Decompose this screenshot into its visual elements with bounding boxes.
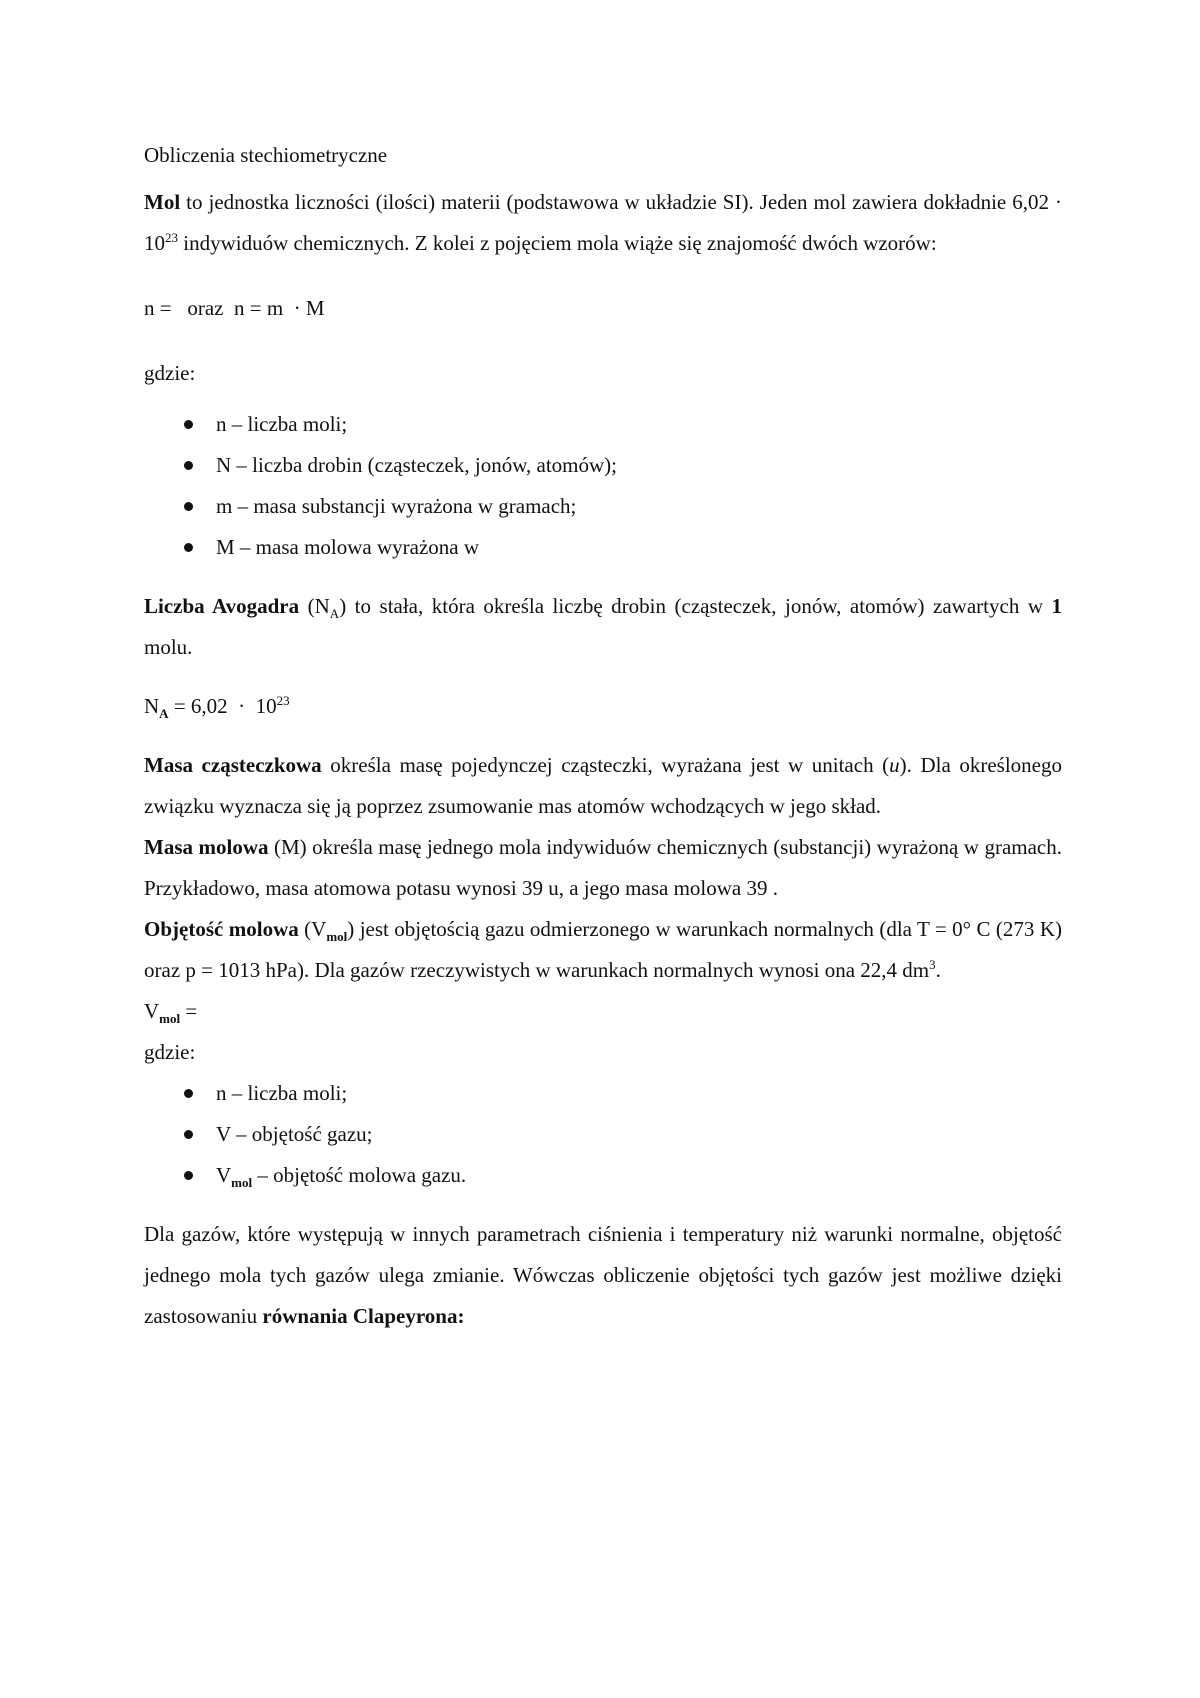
avogadro-symbol: (N: [299, 594, 330, 618]
list-item: [144, 1073, 1062, 1114]
list-item-symbol: V: [216, 1163, 232, 1187]
molecular-mass-paragraph: [144, 745, 1062, 827]
formula-avogadro-lhs-sub: A: [159, 706, 169, 722]
mol-text-b: indywiduów chemicznych. Z kolei z pojęciem mola wiąże się znajomość dwóch wzorów:: [178, 231, 937, 255]
molar-volume-text-b: .: [935, 958, 941, 982]
bullet-icon: [184, 461, 193, 470]
molar-volume-text-a: ) jest objętością gazu odmierzonego w warunkach normalnych (dla T = 0° C (273 K) oraz p = 1013 hPa). Dla gazów rzeczywistych w warunkach normalnych wynosi ona 22,4 dm: [144, 917, 1062, 982]
list-item: [144, 1155, 1062, 1196]
molar-mass-text: (M) określa masę jednego mola indywiduów chemicznych (substancji) wyrażoną w gramach. Przykładowo, masa atomowa potasu wynosi 39 u, a jego masa molowa 39 .: [144, 835, 1062, 900]
bullet-icon: [184, 1171, 193, 1180]
list-item-text: V – objętość gazu;: [216, 1122, 373, 1146]
molar-mass-term: Masa molowa: [144, 835, 269, 859]
molar-volume-symbol-sub: mol: [326, 929, 348, 945]
molecular-mass-term: Masa cząsteczkowa: [144, 753, 322, 777]
formula-avogadro: [144, 686, 1062, 727]
avogadro-text-b: molu.: [144, 635, 193, 659]
molecular-mass-text-b: ). Dla określonego związku wyznacza się ją poprzez zsumowanie mas atomów wchodzących w jego skład.: [144, 753, 1062, 818]
molecular-mass-unit: u: [889, 753, 900, 777]
bullet-icon: [184, 1130, 193, 1139]
clapeyron-bold: równania Clapeyrona:: [262, 1304, 465, 1328]
bullet-icon: [184, 543, 193, 552]
list-item: [144, 1114, 1062, 1155]
bullet-icon: [184, 502, 193, 511]
clapeyron-text: Dla gazów, które występują w innych parametrach ciśnienia i temperatury niż warunki normalne, objętość jednego mola tych gazów ulega zmianie. Wówczas obliczenie objętości tych gazów jest możliwe dzięki zastosowaniu: [144, 1222, 1062, 1328]
definitions-list-2: [144, 1073, 1062, 1196]
mol-paragraph: [144, 182, 1062, 264]
molar-volume-exponent: 3: [929, 957, 936, 972]
list-item-text: M – masa molowa wyrażona w: [216, 535, 480, 559]
mol-exponent: 23: [165, 230, 178, 245]
molecular-mass-text-a: określa masę pojedynczej cząsteczki, wyrażana jest w unitach (: [321, 753, 890, 777]
molar-volume-paragraph: [144, 909, 1062, 991]
where-label-2: gdzie:: [144, 1040, 196, 1064]
avogadro-text-a: ) to stała, która określa liczbę drobin (cząsteczek, jonów, atomów) zawartych w: [339, 594, 1052, 618]
list-item-text: n – liczba moli;: [216, 412, 348, 436]
formula-avogadro-rhs: = 6,02 · 10: [168, 694, 277, 718]
list-item-symbol-sub: mol: [231, 1175, 253, 1191]
formula-molar-volume-lhs-sub: mol: [159, 1011, 181, 1027]
formula-molar-volume-rhs: =: [180, 999, 198, 1023]
mol-text-a: to jednostka liczności (ilości) materii (podstawowa w układzie SI). Jeden mol zawiera dokładnie 6,02 · 10: [144, 190, 1062, 255]
list-item-text: m – masa substancji wyrażona w gramach;: [216, 494, 577, 518]
list-item: [144, 404, 1062, 445]
avogadro-term: Liczba Avogadra: [144, 594, 300, 618]
avogadro-symbol-sub: A: [329, 606, 340, 622]
document-page: [144, 135, 1062, 1337]
molar-volume-symbol: (V: [298, 917, 327, 941]
formula-molar-volume-lhs: V: [144, 999, 160, 1023]
definitions-list-1: [144, 404, 1062, 568]
molar-volume-term: Objętość molowa: [144, 917, 299, 941]
formula-avogadro-lhs: N: [144, 694, 160, 718]
bullet-icon: [184, 1089, 193, 1098]
list-item: [144, 527, 1062, 568]
list-item-text: N – liczba drobin (cząsteczek, jonów, atomów);: [216, 453, 617, 477]
document-title: Obliczenia stechiometryczne: [144, 143, 388, 167]
avogadro-paragraph: [144, 586, 1062, 668]
formula-avogadro-exponent: 23: [276, 693, 290, 708]
mol-term: Mol: [144, 190, 181, 214]
molar-mass-paragraph: [144, 827, 1062, 909]
formula-moles: n = oraz n = m · M: [144, 296, 325, 320]
formula-molar-volume: [144, 991, 1062, 1032]
avogadro-bold-number: 1: [1051, 594, 1062, 618]
clapeyron-paragraph: [144, 1214, 1062, 1337]
where-label-1: gdzie:: [144, 361, 196, 385]
list-item: [144, 486, 1062, 527]
list-item-text: n – liczba moli;: [216, 1081, 348, 1105]
list-item-text: – objętość molowa gazu.: [252, 1163, 467, 1187]
list-item: [144, 445, 1062, 486]
bullet-icon: [184, 420, 193, 429]
